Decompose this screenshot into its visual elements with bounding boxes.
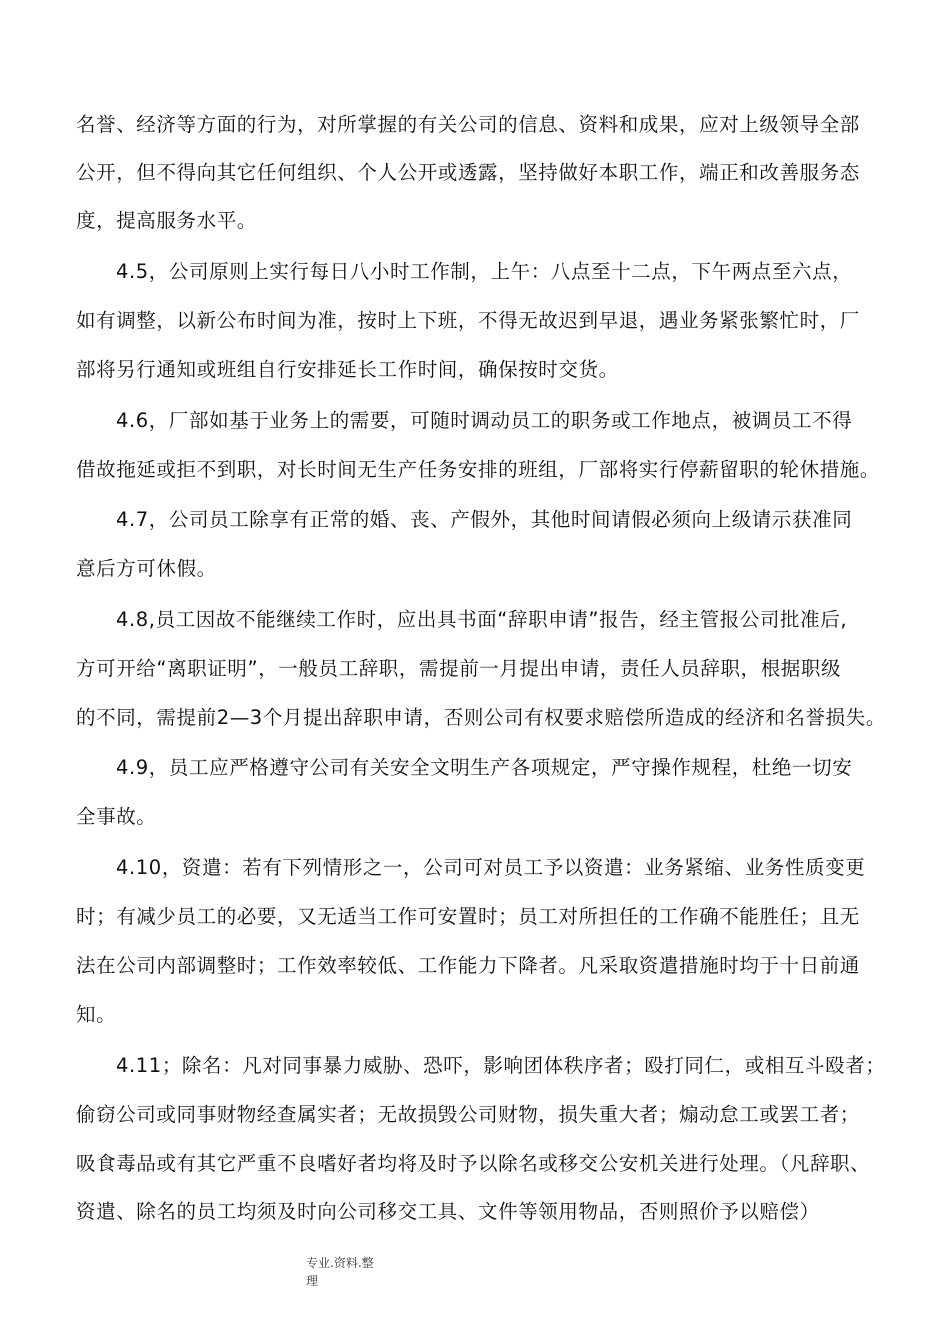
footer-label: 专业.资料.整: [306, 1256, 374, 1270]
text-line: 偷窃公司或同事财物经查属实者；无故损毁公司财物，损失重大者；煽动怠工或罢工者；: [76, 1103, 860, 1126]
clause-4-10-line: 4.10，资遣：若有下列情形之一，公司可对员工予以资遣：业务紧缩、业务性质变更: [116, 856, 866, 879]
text-line: 借故拖延或拒不到职，对长时间无生产任务安排的班组，厂部将实行停薪留职的轮休措施。: [76, 458, 881, 481]
text-line: 时；有减少员工的必要，又无适当工作可安置时；员工对所担任的工作确不能胜任；且无: [76, 905, 860, 928]
text-line: 度，提高服务水平。: [76, 209, 257, 232]
clause-4-11-line: 4.11；除名：凡对同事暴力威胁、恐吓，影响团体秩序者；殴打同仁，或相互斗殴者；: [116, 1054, 886, 1077]
text-line: 知。: [76, 1003, 117, 1026]
text-line: 吸食毒品或有其它严重不良嗜好者均将及时予以除名或移交公安机关进行处理。（凡辞职、: [76, 1152, 871, 1175]
clause-4-8-line: 4.8,员工因故不能继续工作时，应出具书面“辞职申请”报告，经主管报公司批准后,: [116, 608, 848, 631]
text-line: 法在公司内部调整时；工作效率较低、工作能力下降者。凡采取资遣措施时均于十日前通: [76, 954, 860, 977]
clause-4-6-line: 4.6，厂部如基于业务上的需要，可随时调动员工的职务或工作地点，被调员工不得: [116, 409, 853, 432]
text-line: 全事故。: [76, 805, 157, 828]
text-line: 意后方可休假。: [76, 557, 217, 580]
clause-4-9-line: 4.9，员工应严格遵守公司有关安全文明生产各项规定，严守操作规程，杜绝一切安: [116, 756, 853, 779]
text-line: 如有调整，以新公布时间为准，按时上下班，不得无故迟到早退，遇业务紧张繁忙时，厂: [76, 309, 860, 332]
text-line: 资遣、除名的员工均须及时向公司移交工具、文件等领用物品，否则照价予以赔偿）: [76, 1200, 820, 1223]
clause-4-7-line: 4.7，公司员工除享有正常的婚、丧、产假外，其他时间请假必须向上级请示获准同: [116, 508, 853, 531]
text-line: 公开，但不得向其它任何组织、个人公开或透露，坚持做好本职工作，端正和改善服务态: [76, 161, 860, 184]
text-line: 的不同，需提前2—3个月提出辞职申请，否则公司有权要求赔偿所造成的经济和名誉损失。: [76, 706, 886, 729]
text-line: 名誉、经济等方面的行为，对所掌握的有关公司的信息、资料和成果，应对上级领导全部: [76, 113, 860, 136]
text-line: 方可开给“离职证明”，一般员工辞职，需提前一月提出申请，责任人员辞职，根据职级: [76, 657, 842, 680]
footer-label-continued: 理: [306, 1274, 319, 1288]
text-line: 部将另行通知或班组自行安排延长工作时间，确保按时交货。: [76, 358, 619, 381]
clause-4-5-line: 4.5，公司原则上实行每日八小时工作制，上午：八点至十二点，下午两点至六点，: [116, 260, 853, 283]
